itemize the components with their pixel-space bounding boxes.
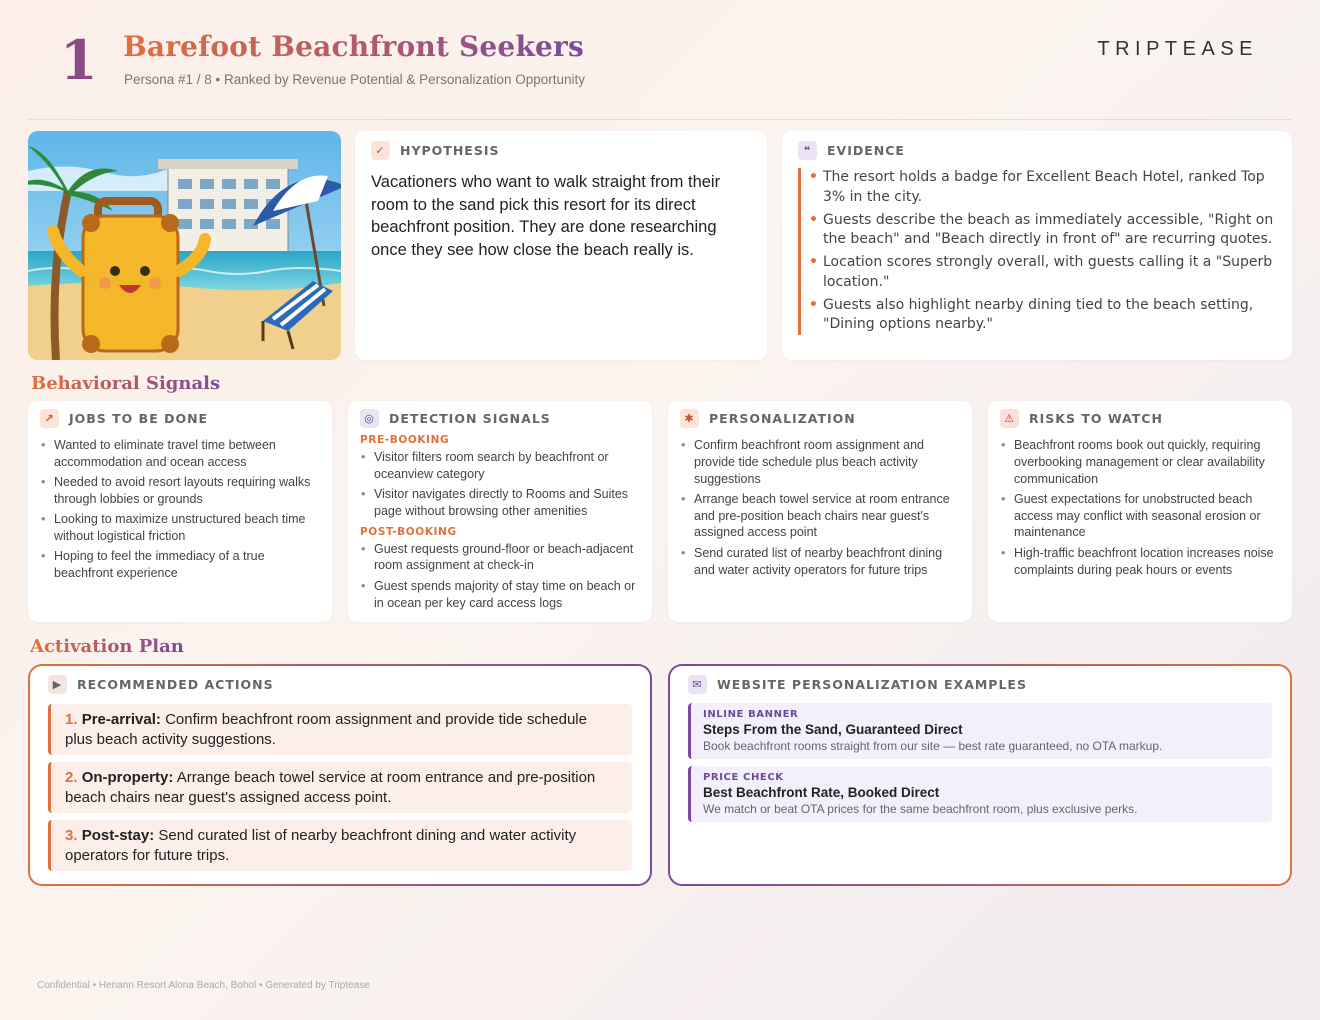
target-icon: ◎ [360, 409, 379, 428]
evidence-label: EVIDENCE [827, 143, 905, 158]
list-item: • Wanted to eliminate travel time between accommodation and ocean access [40, 437, 320, 471]
action-lead: Pre-arrival: [81, 711, 161, 728]
list-item: • Needed to avoid resort layouts requiring walks through lobbies or grounds [40, 474, 320, 508]
page-header [0, 0, 1320, 120]
rank-number: 1 [60, 28, 98, 92]
website-label: WEBSITE PERSONALIZATION EXAMPLES [717, 677, 1027, 692]
risks-card [988, 401, 1292, 622]
hypothesis-card [355, 131, 767, 360]
hypothesis-label: HYPOTHESIS [400, 143, 500, 158]
warning-icon: ⚠ [1000, 409, 1019, 428]
action-item [48, 820, 632, 871]
list-item: • Confirm beachfront room assignment and provide tide schedule plus beach activity suggestions [680, 437, 960, 487]
list-item: • Hoping to feel the immediacy of a true beachfront experience [40, 548, 320, 582]
arrow-up-right-icon: ↗ [40, 409, 59, 428]
action-number: 3. [65, 827, 78, 844]
action-item [48, 762, 632, 813]
list-item: • Arrange beach towel service at room entrance and pre-position beach chairs near guest's assigned access point [680, 491, 960, 541]
action-lead: Post-stay: [81, 827, 155, 844]
action-item [48, 704, 632, 755]
jobs-card [28, 401, 332, 622]
action-text: Send curated list of nearby beachfront dining and water activity operators for future trips. [65, 827, 577, 864]
list-item: • Guest spends majority of stay time on beach or in ocean per key card access logs [360, 578, 640, 612]
persona-illustration [28, 131, 341, 360]
personalization-card [668, 401, 972, 622]
evidence-card [782, 131, 1292, 360]
behavioral-signals-title: Behavioral Signals [31, 373, 221, 394]
personalization-example [688, 703, 1272, 759]
list-item: • Visitor navigates directly to Rooms and Suites page without browsing other amenities [360, 486, 640, 520]
detection-label: DETECTION SIGNALS [389, 411, 551, 426]
list-item: • Beachfront rooms book out quickly, requiring overbooking management or clear availability communication [1000, 437, 1280, 487]
hypothesis-text: Vacationers who want to walk straight from their room to the sand pick this resort for its direct beachfront position. They are done researching once they see how close the beach really is. [371, 173, 721, 259]
list-item: • High-traffic beachfront location increases noise complaints during peak hours or events [1000, 545, 1280, 579]
evidence-item: • The resort holds a badge for Excellent Beach Hotel, ranked Top 3% in the city. [823, 168, 1276, 207]
action-text: Confirm beachfront room assignment and provide tide schedule plus beach activity suggestions. [65, 711, 587, 748]
personalization-example [688, 766, 1272, 822]
list-item: • Send curated list of nearby beachfront dining and water activity operators for future trips [680, 545, 960, 579]
sparkle-icon: ✱ [680, 409, 699, 428]
page-title: Barefoot Beachfront Seekers [123, 30, 584, 63]
actions-label: RECOMMENDED ACTIONS [77, 677, 274, 692]
jobs-label: JOBS TO BE DONE [69, 411, 209, 426]
brand-logo: TRIPTEASE [1097, 38, 1258, 60]
list-item: • Guest expectations for unobstructed beach access may conflict with seasonal erosion or maintenance [1000, 491, 1280, 541]
list-item: • Looking to maximize unstructured beach time without logistical friction [40, 511, 320, 545]
evidence-item: • Guests also highlight nearby dining tied to the beach setting, "Dining options nearby." [823, 296, 1276, 335]
action-number: 2. [65, 769, 78, 786]
quote-icon: ❝ [798, 141, 817, 160]
header-divider [28, 119, 1292, 120]
action-lead: On-property: [81, 769, 174, 786]
example-type: PRICE CHECK [703, 772, 784, 783]
page-footer: Confidential • Henann Resort Alona Beach, Bohol • Generated by Triptease [37, 980, 370, 991]
example-headline: Steps From the Sand, Guaranteed Direct [703, 722, 963, 737]
play-icon: ▶ [48, 675, 67, 694]
evidence-list [798, 168, 1276, 335]
example-headline: Best Beachfront Rate, Booked Direct [703, 785, 940, 800]
evidence-item: • Guests describe the beach as immediately accessible, "Right on the beach" and "Beach directly in front of" are recurring quotes. [823, 211, 1276, 250]
pre-booking-label: PRE-BOOKING [360, 434, 450, 446]
recommended-actions-card [28, 664, 652, 886]
activation-plan-title: Activation Plan [30, 636, 184, 657]
post-booking-label: POST-BOOKING [360, 525, 457, 538]
check-icon: ✓ [371, 141, 390, 160]
page-subtitle: Persona #1 / 8 • Ranked by Revenue Potential & Personalization Opportunity [124, 72, 586, 87]
website-personalization-card [668, 664, 1292, 886]
example-body: We match or beat OTA prices for the same beachfront room, plus exclusive perks. [703, 802, 1138, 816]
risks-label: RISKS TO WATCH [1029, 411, 1163, 426]
mail-icon: ✉ [688, 675, 707, 694]
evidence-item: • Location scores strongly overall, with guests calling it a "Superb location." [823, 253, 1276, 292]
list-item: • Guest requests ground-floor or beach-adjacent room assignment at check-in [360, 541, 640, 575]
personalization-label: PERSONALIZATION [709, 411, 856, 426]
action-number: 1. [65, 711, 78, 728]
detection-card [348, 401, 652, 622]
example-type: INLINE BANNER [703, 709, 799, 720]
example-body: Book beachfront rooms straight from our site — best rate guaranteed, no OTA markup. [703, 739, 1163, 753]
list-item: • Visitor filters room search by beachfront or oceanview category [360, 449, 640, 483]
action-text: Arrange beach towel service at room entrance and pre-position beach chairs near guest's assigned access point. [65, 769, 596, 806]
